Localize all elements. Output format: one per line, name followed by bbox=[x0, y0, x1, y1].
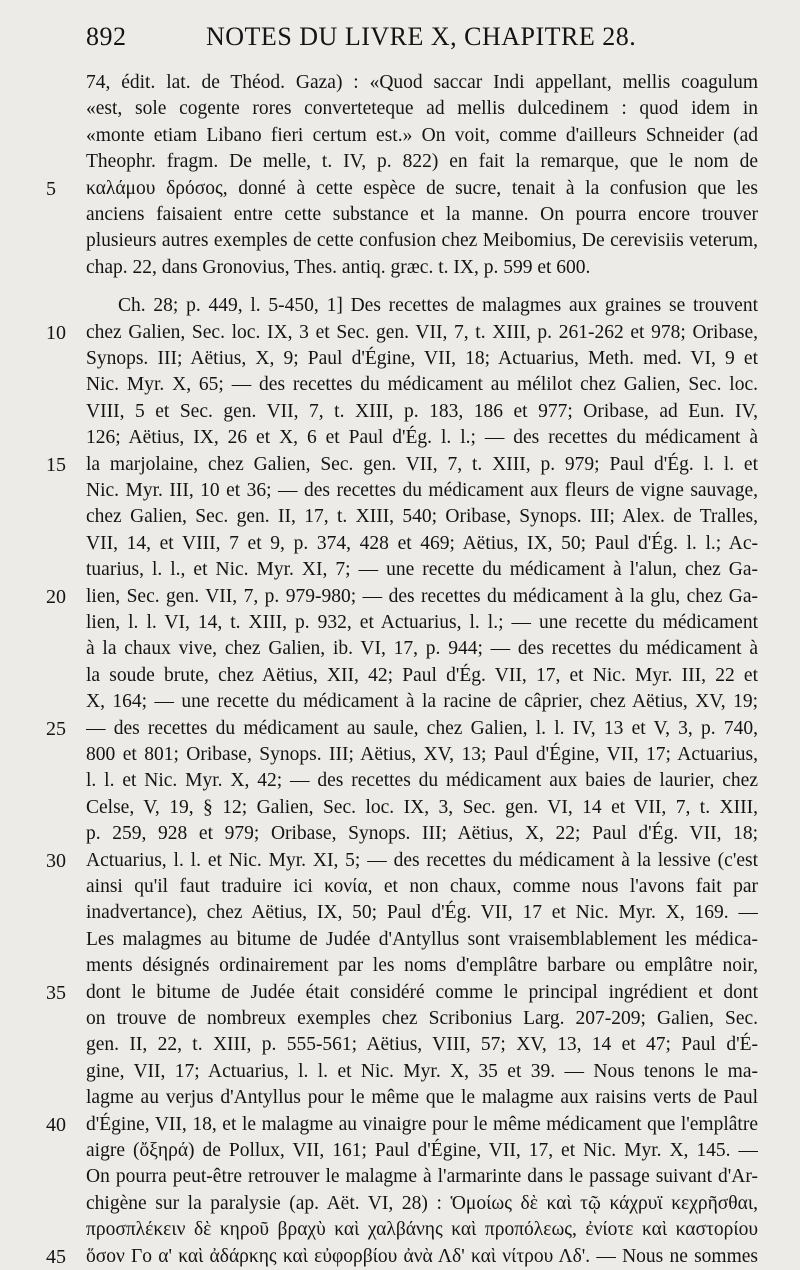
margin-line-number: 15 bbox=[46, 453, 66, 476]
text-line: Nic. Myr. X, 65; — des recettes du médicament au mélilot chez Galien, Sec. loc. bbox=[86, 374, 758, 396]
text-line: καλάμου δρόσος, donné à cette espèce de sucre, tenait à la confusion que les bbox=[86, 177, 758, 199]
margin-line-number: 10 bbox=[46, 321, 66, 344]
text-line: VII, 14, et VIII, 7 et 9, p. 374, 428 et 469; Aëtius, IX, 50; Paul d'Ég. l. l.; Ac- bbox=[86, 532, 758, 554]
text-line: p. 259, 928 et 979; Oribase, Synops. III; Aëtius, X, 22; Paul d'Ég. VII, 18; bbox=[86, 823, 758, 845]
text-line: inadvertance), chez Aëtius, IX, 50; Paul d'Ég. VII, 17 et Nic. Myr. X, 169. — bbox=[86, 902, 758, 924]
page-number: 892 bbox=[86, 22, 127, 51]
text-line: Les malagmes au bitume de Judée d'Antyllus sont vraisemblablement les médica- bbox=[86, 928, 758, 950]
text-line: ments désignés ordinairement par les noms d'emplâtre barbare ou emplâtre noir, bbox=[86, 955, 758, 977]
text-line: — des recettes du médicament au saule, chez Galien, l. l. IV, 13 et V, 3, p. 740, bbox=[86, 717, 758, 739]
text-line: ainsi qu'il faut traduire ici κονία, et non chaux, comme nous l'avons fait par bbox=[86, 876, 758, 897]
text-line: Synops. III; Aëtius, X, 9; Paul d'Égine, VII, 18; Actuarius, Meth. med. VI, 9 et bbox=[86, 348, 758, 369]
text-line: chigène sur la paralysie (ap. Aët. VI, 28) : Ὁμοίως δὲ καὶ τῷ κάχρυϊ κεχρῆσθαι, bbox=[86, 1192, 758, 1214]
text-line: chap. 22, dans Gronovius, Thes. antiq. græc. t. IX, p. 599 et 600. bbox=[86, 256, 591, 278]
text-line: lien, l. l. VI, 14, t. XIII, p. 932, et Actuarius, l. l.; — une recette du médicament bbox=[86, 612, 758, 633]
text-line: 126; Aëtius, IX, 26 et X, 6 et Paul d'Ég. l. l.; — des recettes du médicament à bbox=[86, 427, 758, 449]
text-line: d'Égine, VII, 18, et le malagme au vinaigre pour le même médicament que l'emplâtre bbox=[86, 1113, 758, 1135]
text-line: προσπλέκειν δὲ κηροῦ βραχὺ καὶ χαλβάνης καὶ προπόλεως, ἐνίοτε καὶ καστορίου bbox=[86, 1219, 758, 1241]
text-line: gine, VII, 17; Actuarius, l. l. et Nic. Myr. X, 35 et 39. — Nous tenons le ma- bbox=[86, 1060, 758, 1082]
text-line: aigre (ὄξηρά) de Pollux, VII, 161; Paul d'Égine, VII, 17, et Nic. Myr. X, 145. — bbox=[86, 1140, 758, 1161]
margin-line-number: 35 bbox=[46, 981, 66, 1004]
text-line: anciens faisaient entre cette substance et la manne. On pourra encore trouver bbox=[86, 204, 758, 225]
text-line: Actuarius, l. l. et Nic. Myr. XI, 5; — des recettes du médicament à la lessive (c'est bbox=[86, 849, 758, 871]
text-line: plusieurs autres exemples de cette confusion chez Meibomius, De cerevisiis veterum, bbox=[86, 230, 758, 252]
text-line: la soude brute, chez Aëtius, XII, 42; Paul d'Ég. VII, 17, et Nic. Myr. III, 22 et bbox=[86, 664, 758, 686]
text-line: 74, édit. lat. de Théod. Gaza) : «Quod saccar Indi appellant, mellis coagulum bbox=[86, 72, 758, 93]
margin-line-number: 30 bbox=[46, 849, 66, 872]
margin-line-number: 20 bbox=[46, 585, 66, 608]
margin-line-number: 5 bbox=[46, 177, 56, 200]
text-line: Ch. 28; p. 449, l. 5-450, 1] Des recettes de malagmes aux graines se trouvent bbox=[118, 295, 758, 317]
text-line: l. l. et Nic. Myr. X, 42; — des recettes du médicament aux baies de laurier, chez bbox=[86, 770, 758, 792]
text-line: On pourra peut-être retrouver le malagme à l'armarinte dans le passage suivant d'Ar- bbox=[86, 1166, 758, 1188]
text-line: chez Galien, Sec. gen. II, 17, t. XIII, 540; Oribase, Synops. III; Alex. de Tralles, bbox=[86, 506, 758, 528]
text-line: lien, Sec. gen. VII, 7, p. 979-980; — des recettes du médicament à la glu, chez Ga- bbox=[86, 585, 758, 607]
text-line: dont le bitume de Judée était considéré comme le principal ingrédient et dont bbox=[86, 981, 758, 1003]
text-line: chez Galien, Sec. loc. IX, 3 et Sec. gen. VII, 7, t. XIII, p. 261-262 et 978; Oribase, bbox=[86, 321, 758, 343]
page-header bbox=[86, 22, 646, 62]
text-line: lagme au verjus d'Antyllus pour le même que le malagme aux raisins verts de Paul bbox=[86, 1087, 758, 1109]
text-line: Celse, V, 19, § 12; Galien, Sec. loc. IX, 3, Sec. gen. VI, 14 et VII, 7, t. XIII, bbox=[86, 796, 758, 818]
text-line: «monte etiam Libano fieri certum est.» On voit, comme d'ailleurs Schneider (ad bbox=[86, 124, 758, 146]
margin-line-number: 40 bbox=[46, 1113, 66, 1136]
text-line: tuarius, l. l., et Nic. Myr. XI, 7; — une recette du médicament à l'alun, chez Ga- bbox=[86, 559, 758, 581]
text-line: ὅσον Γο α' καὶ ἀδάρκης καὶ εὐφορβίου ἀνὰ Λδ' καὶ νίτρου Λδ'. — Nous ne sommes bbox=[86, 1245, 758, 1267]
text-line: VIII, 5 et Sec. gen. VII, 7, t. XIII, p. 183, 186 et 977; Oribase, ad Eun. IV, bbox=[86, 400, 758, 422]
margin-line-number: 45 bbox=[46, 1245, 66, 1268]
text-line: on trouve de nombreux exemples chez Scribonius Larg. 207-209; Galien, Sec. bbox=[86, 1008, 758, 1029]
text-line: «est, sole cogente rores converteteque ad mellis dulcedinem : quod idem in bbox=[86, 98, 758, 120]
text-line: gen. II, 22, t. XIII, p. 555-561; Aëtius, VIII, 57; XV, 13, 14 et 47; Paul d'É- bbox=[86, 1034, 758, 1056]
text-line: Theophr. fragm. De melle, t. IV, p. 822) en fait la remarque, que le nom de bbox=[86, 151, 758, 173]
running-title: NOTES DU LIVRE X, CHAPITRE 28. bbox=[206, 22, 637, 51]
text-line: X, 164; — une recette du médicament à la racine de câprier, chez Aëtius, XV, 19; bbox=[86, 691, 758, 713]
text-line: 800 et 801; Oribase, Synops. III; Aëtius, XV, 13; Paul d'Égine, VII, 17; Actuarius, bbox=[86, 744, 758, 765]
text-line: Nic. Myr. III, 10 et 36; — des recettes du médicament aux fleurs de vigne sauvage, bbox=[86, 480, 758, 501]
margin-line-number: 25 bbox=[46, 717, 66, 740]
text-line: à la chaux vive, chez Galien, ib. VI, 17, p. 944; — des recettes du médicament à bbox=[86, 638, 758, 660]
text-line: la marjolaine, chez Galien, Sec. gen. VII, 7, t. XIII, p. 979; Paul d'Ég. l. l. et bbox=[86, 453, 758, 475]
